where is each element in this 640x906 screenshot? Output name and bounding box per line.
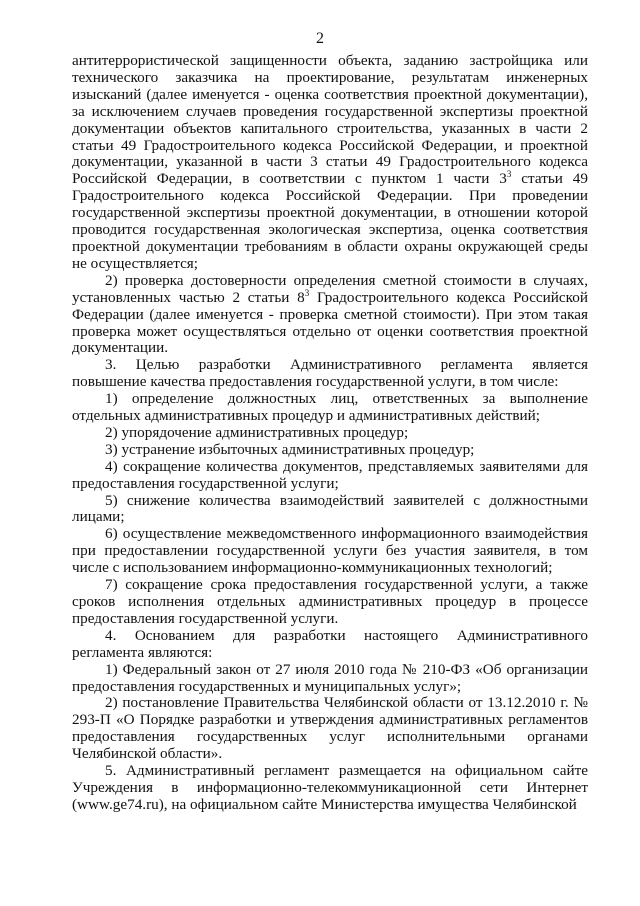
paragraph-continuation xyxy=(72,53,588,273)
list-item-4: 4) сокращение количества документов, представляемых заявителями для предоставления государственной услуги; xyxy=(72,457,588,492)
list-item-1: 1) определение должностных лиц, ответственных за выполнение отдельных административных процедур и административных действий; xyxy=(72,390,588,425)
list-item-7: 7) сокращение срока предоставления государственной услуги, а также сроков исполнения отдельных административных процедур в процессе предоставления государственной услуги. xyxy=(72,576,588,627)
paragraph-item-2-estimate-check xyxy=(72,273,588,358)
paragraph-text: 2) проверка достоверности определения сметной стоимости в случаях, установленных частью 2 статьи 8 xyxy=(72,271,588,306)
list-item-3: 3) устранение избыточных административных процедур; xyxy=(105,440,475,458)
document-body xyxy=(72,53,588,814)
superscript: 3 xyxy=(506,169,512,180)
basis-item-2: 2) постановление Правительства Челябинской области от 13.12.2010 г. № 293-П «О Порядке разработки и утверждения административных регламентов предоставления государственных услуг исполнительными органами Челябинской области». xyxy=(72,694,588,763)
paragraph-section-3: 3. Целью разработки Административного регламента является повышение качества предоставления государственной услуги, в том числе: xyxy=(72,356,588,391)
paragraph-section-5: 5. Административный регламент размещается на официальном сайте Учреждения в информационно-телекоммуникационной сети Интернет (www.ge74.ru), на официальном сайте Министерства имущества Челябинской xyxy=(72,762,588,813)
list-item-5: 5) снижение количества взаимодействий заявителей с должностными лицами; xyxy=(72,491,588,526)
paragraph-text: статьи 49 Градостроительного кодекса Российской Федерации. При проведении государственной экспертизы проектной документации, в отношении которой проводится государственная экологическая экспертиза, оценка соответствия проектной документации требованиям в области охраны окружающей среды не осуществляется; xyxy=(72,170,588,272)
paragraph-section-4: 4. Основанием для разработки настоящего Административного регламента являются: xyxy=(72,626,588,661)
paragraph-text: антитеррористической защищенности объекта, заданию застройщика или технического заказчика на проектирование, результатам инженерных изысканий (далее именуется - оценка соответствия проектной документации), за исключением случаев проведения государственной экспертизы проектной документации объектов капитального строительства, указанных в части 2 статьи 49 Градостроительного кодекса Российской Федерации, и проектной документации, указанной в части 3 статьи 49 Градостроительного кодекса Российской Федерации, в соответствии с пунктом 1 части 3 xyxy=(72,52,588,188)
superscript: 3 xyxy=(304,287,310,298)
list-item-6: 6) осуществление межведомственного информационного взаимодействия при предоставлении государственной услуги без участия заявителя, в том числе с использованием информационно-коммуникационных технологий; xyxy=(72,525,588,577)
basis-item-1: 1) Федеральный закон от 27 июля 2010 года № 210-ФЗ «Об организации предоставления государственных и муниципальных услуг»; xyxy=(72,660,588,695)
paragraph-text: Градостроительного кодекса Российской Федерации (далее именуется - проверка сметной стоимости). При этом такая проверка может осуществляться отдельно от оценки соответствия проектной документации. xyxy=(72,288,588,357)
list-item-2: 2) упорядочение административных процедур; xyxy=(105,423,409,441)
page-number: 2 xyxy=(316,30,324,47)
